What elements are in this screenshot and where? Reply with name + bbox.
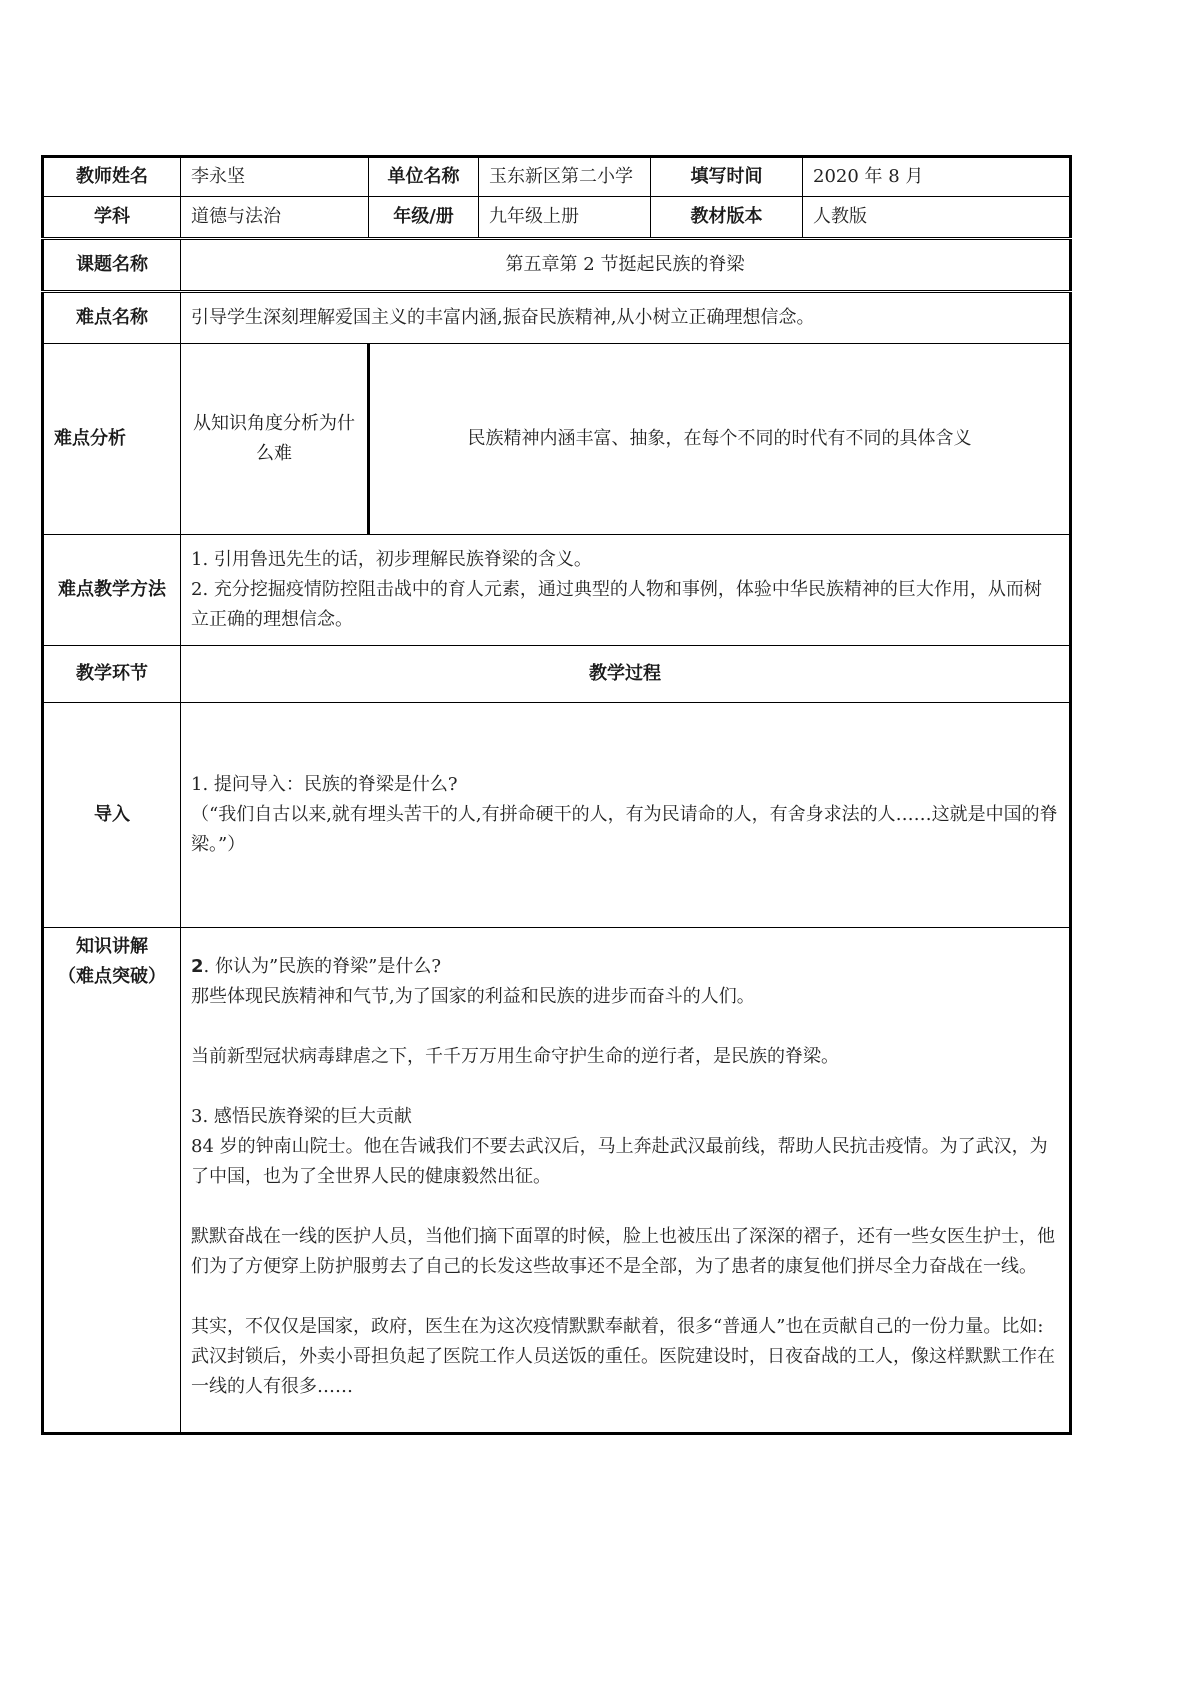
date-label: 填写时间: [651, 157, 803, 197]
date-value: 2020 年 8 月: [803, 157, 1071, 197]
method-line-1: 1. 引用鲁迅先生的话，初步理解民族脊梁的含义。: [191, 549, 592, 570]
knowledge-label-line2: （难点突破）: [58, 966, 166, 987]
unit-label: 单位名称: [369, 157, 479, 197]
difficulty-label: 难点名称: [43, 292, 181, 344]
knowledge-answer: 那些体现民族精神和气节,为了国家的利益和民族的进步而奋斗的人们。: [191, 986, 755, 1007]
analysis-row: [43, 344, 1071, 535]
knowledge-paragraph-3: 默默奋战在一线的医护人员，当他们摘下面罩的时候，脸上也被压出了深深的褶子，还有一些女医生护士，他们为了方便穿上防护服剪去了自己的长发这些故事还不是全部，为了患者的康复他们拼尽全力奋战在一线。: [191, 1226, 1055, 1277]
edition-label: 教材版本: [651, 197, 803, 239]
spacer: [191, 1012, 1059, 1042]
intro-row: [43, 703, 1071, 928]
method-content: [181, 535, 1071, 646]
method-label: 难点教学方法: [43, 535, 181, 646]
grade-label: 年级/册: [369, 197, 479, 239]
intro-label: 导入: [43, 703, 181, 928]
header-row-subject: [43, 197, 1071, 239]
knowledge-label: [43, 928, 181, 1434]
stage-header: 教学环节: [43, 646, 181, 703]
analysis-sub-label: 从知识角度分析为什么难: [181, 344, 369, 535]
spacer: [191, 1192, 1059, 1222]
topic-row: [43, 239, 1071, 292]
knowledge-label-line1: 知识讲解: [76, 936, 148, 957]
intro-content: [181, 703, 1071, 928]
lesson-plan-sheet: [41, 155, 1069, 1435]
spacer: [191, 1072, 1059, 1102]
topic-value: 第五章第 2 节挺起民族的脊梁: [181, 239, 1071, 292]
intro-line-2: （“我们自古以来,就有埋头苦干的人,有拼命硬干的人，有为民请命的人，有舍身求法的人……这就是中国的脊梁。”）: [191, 804, 1058, 855]
analysis-value: 民族精神内涵丰富、抽象，在每个不同的时代有不同的具体含义: [369, 344, 1071, 535]
intro-line-1: 1. 提问导入：民族的脊梁是什么?: [191, 774, 458, 795]
process-header-row: [43, 646, 1071, 703]
teacher-label: 教师姓名: [43, 157, 181, 197]
knowledge-content: [181, 928, 1071, 1434]
knowledge-paragraph-2: 84 岁的钟南山院士。他在告诫我们不要去武汉后，马上奔赴武汉最前线，帮助人民抗击疫情。为了武汉，为了中国，也为了全世界人民的健康毅然出征。: [191, 1136, 1048, 1187]
spacer: [191, 1282, 1059, 1312]
method-line-2: 2. 充分挖掘疫情防控阻击战中的育人元素，通过典型的人物和事例，体验中华民族精神的巨大作用，从而树立正确的理想信念。: [191, 579, 1042, 630]
topic-label: 课题名称: [43, 239, 181, 292]
knowledge-question: [191, 952, 1059, 982]
knowledge-section-3-title: 3. 感悟民族脊梁的巨大贡献: [191, 1106, 412, 1127]
question-text: . 你认为”民族的脊梁”是什么?: [203, 956, 442, 977]
teacher-value: 李永坚: [181, 157, 369, 197]
analysis-label: 难点分析: [43, 344, 181, 535]
method-row: [43, 535, 1071, 646]
grade-value: 九年级上册: [479, 197, 651, 239]
difficulty-value: 引导学生深刻理解爱国主义的丰富内涵,振奋民族精神,从小树立正确理想信念。: [181, 292, 1071, 344]
question-number: 2: [191, 956, 204, 977]
knowledge-paragraph-4: 其实，不仅仅是国家，政府，医生在为这次疫情默默奉献着，很多“普通人”也在贡献自己的一份力量。比如:武汉封锁后，外卖小哥担负起了医院工作人员送饭的重任。医院建设时，日夜奋战的工人，像这样默默工作在一线的人有很多……: [191, 1316, 1055, 1397]
knowledge-paragraph-1: 当前新型冠状病毒肆虐之下，千千万万用生命守护生命的逆行者，是民族的脊梁。: [191, 1046, 839, 1067]
subject-label: 学科: [43, 197, 181, 239]
process-header: 教学过程: [181, 646, 1071, 703]
knowledge-row: [43, 928, 1071, 1434]
edition-value: 人教版: [803, 197, 1071, 239]
difficulty-row: [43, 292, 1071, 344]
header-row-teacher: [43, 157, 1071, 197]
lesson-plan-table: [41, 155, 1072, 1435]
subject-value: 道德与法治: [181, 197, 369, 239]
unit-value: 玉东新区第二小学: [479, 157, 651, 197]
